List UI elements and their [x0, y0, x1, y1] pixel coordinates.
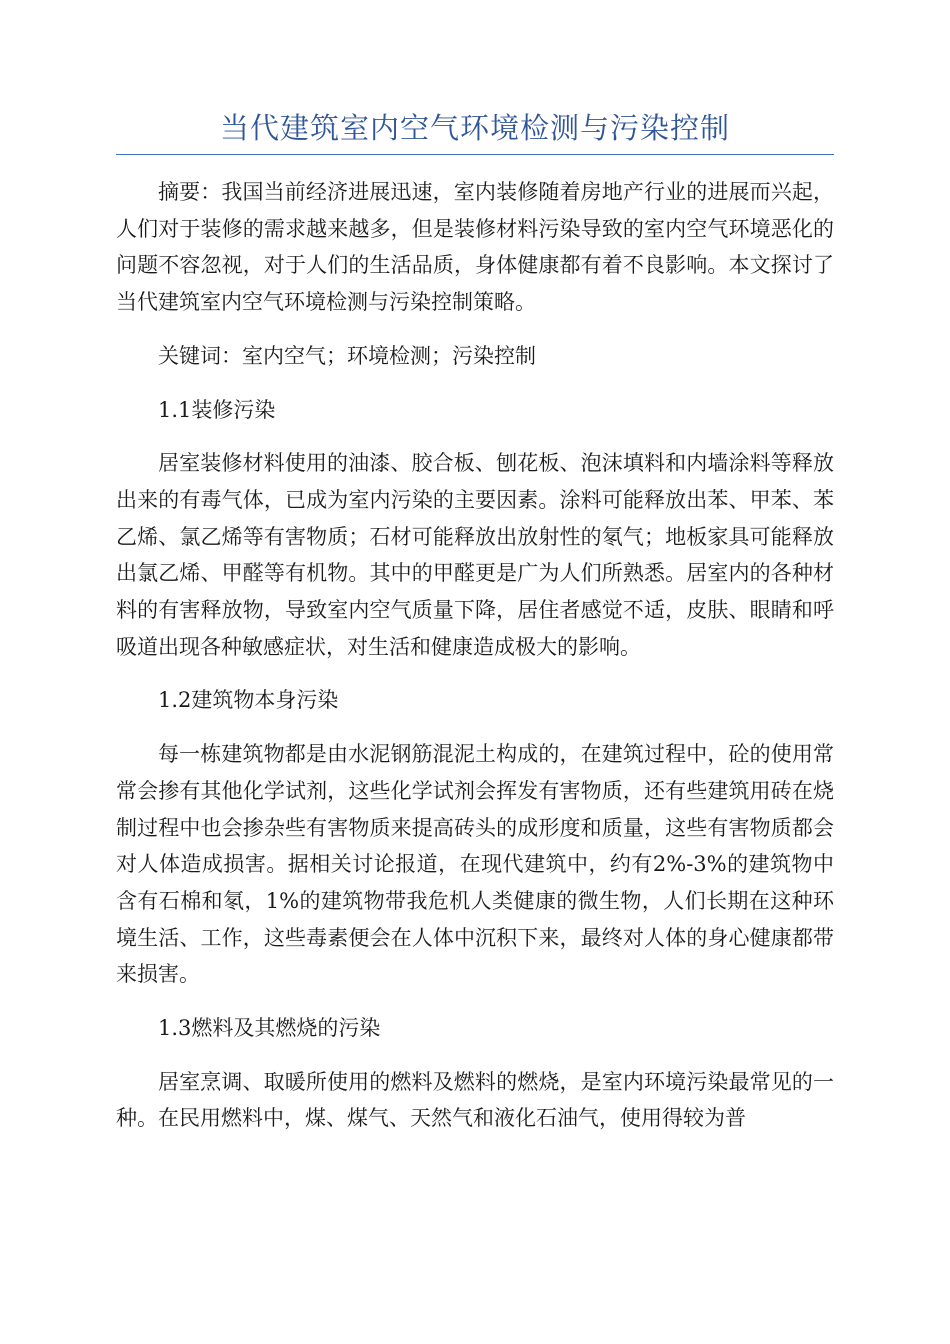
section-heading: 1.2建筑物本身污染	[158, 688, 339, 713]
keywords-line: 关键词：室内空气；环境检测；污染控制	[158, 343, 536, 368]
abstract-paragraph: 摘要：我国当前经济进展迅速，室内装修随着房地产行业的进展而兴起，人们对于装修的需求越来越多，但是装修材料污染导致的室内空气环境恶化的问题不容忽视，对于人们的生活品质，身体健康都有着不良影响。本文探讨了当代建筑室内空气环境检测与污染控制策略。	[116, 180, 834, 315]
title-underline	[116, 154, 834, 155]
section-heading: 1.3燃料及其燃烧的污染	[158, 1016, 381, 1041]
section-paragraph: 居室烹调、取暖所使用的燃料及燃料的燃烧，是室内环境污染最常见的一种。在民用燃料中，煤、煤气、天然气和液化石油气，使用得较为普	[116, 1069, 834, 1131]
document-title: 当代建筑室内空气环境检测与污染控制	[219, 111, 730, 145]
section-paragraph: 居室装修材料使用的油漆、胶合板、刨花板、泡沫填料和内墙涂料等释放出来的有毒气体，已成为室内污染的主要因素。涂料可能释放出苯、甲苯、苯乙烯、氯乙烯等有害物质；石材可能释放出放射性的氡气；地板家具可能释放出氯乙烯、甲醛等有机物。其中的甲醛更是广为人们所熟悉。居室内的各种材料的有害释放物，导致室内空气质量下降，居住者感觉不适，皮肤、眼睛和呼吸道出现各种敏感症状，对生活和健康造成极大的影响。	[116, 451, 834, 659]
section-heading: 1.1装修污染	[158, 397, 276, 422]
section-paragraph: 每一栋建筑物都是由水泥钢筋混泥土构成的，在建筑过程中，砼的使用常常会掺有其他化学试剂，这些化学试剂会挥发有害物质，还有些建筑用砖在烧制过程中也会掺杂些有害物质来提高砖头的成形度和质量，这些有害物质都会对人体造成损害。据相关讨论报道，在现代建筑中，约有2%-3%的建筑物中含有石棉和氡，1%的建筑物带我危机人类健康的微生物，人们长期在这种环境生活、工作，这些毒素便会在人体中沉积下来，最终对人体的身心健康都带来损害。	[116, 742, 834, 987]
document-body	[116, 174, 834, 1137]
